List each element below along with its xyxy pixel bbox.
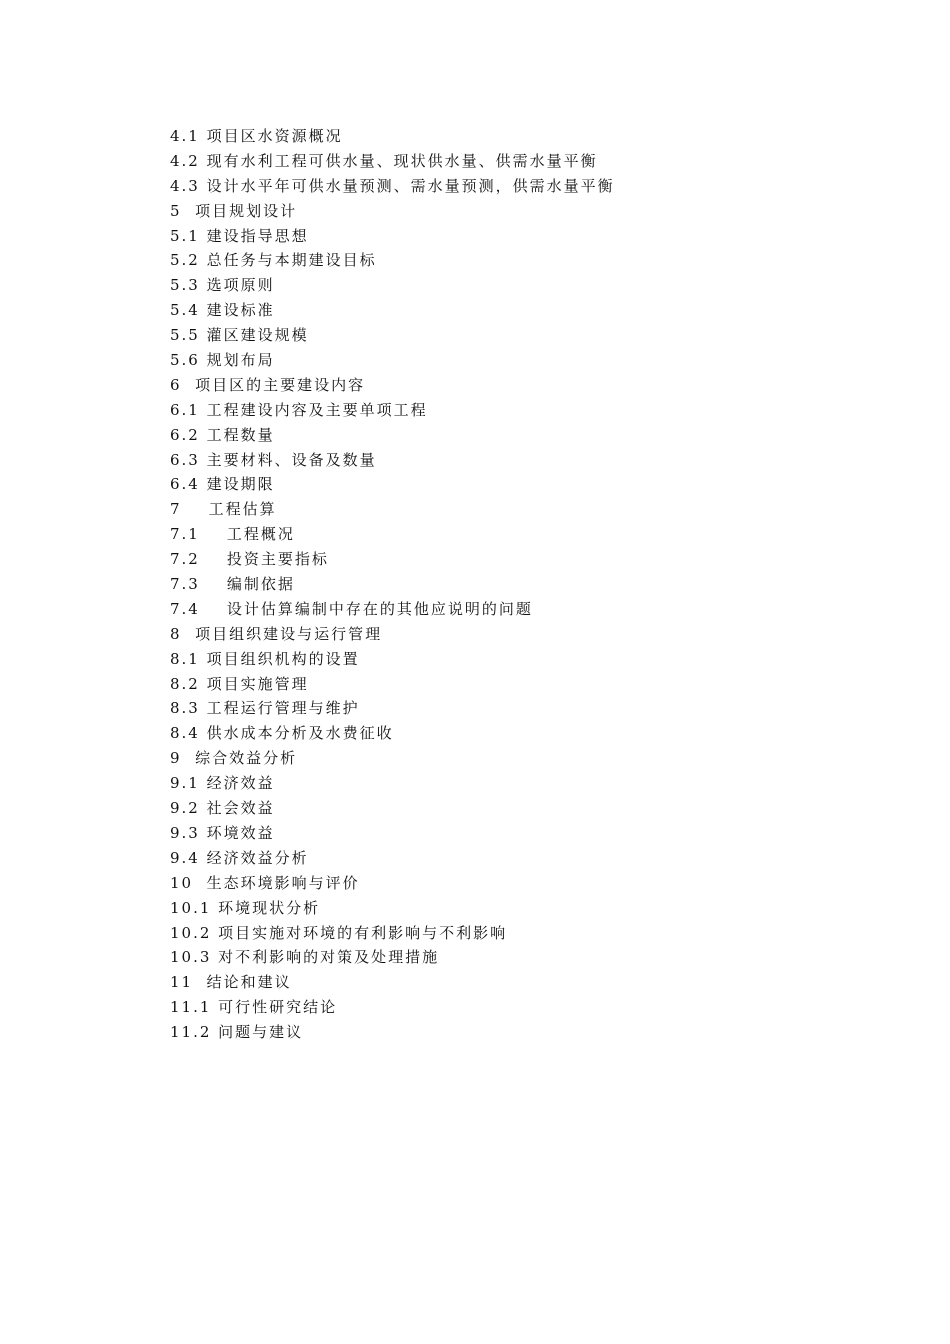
toc-entry-7-4: 7.4 设计估算编制中存在的其他应说明的问题 xyxy=(170,599,533,618)
toc-entry-8-1: 8.1 项目组织机构的设置 xyxy=(170,649,360,668)
toc-entry-10-3: 10.3 对不利影响的对策及处理措施 xyxy=(170,948,440,967)
toc-entry-6-3: 6.3 主要材料、设备及数量 xyxy=(170,450,377,469)
toc-entry-9-2: 9.2 社会效益 xyxy=(170,799,275,818)
toc-entry-7-1: 7.1 工程概况 xyxy=(170,525,295,544)
toc-entry-6-4: 6.4 建设期限 xyxy=(170,475,275,494)
toc-entry-4-3: 4.3 设计水平年可供水量预测、需水量预测，供需水量平衡 xyxy=(170,176,615,195)
toc-entry-11-2: 11.2 问题与建议 xyxy=(170,1023,304,1042)
toc-entry-9: 9 综合效益分析 xyxy=(170,749,298,768)
toc-entry-5-3: 5.3 选项原则 xyxy=(170,276,275,295)
toc-entry-10-2: 10.2 项目实施对环境的有利影响与不利影响 xyxy=(170,923,508,942)
toc-entry-5-2: 5.2 总任务与本期建设目标 xyxy=(170,251,377,270)
toc-entry-6: 6 项目区的主要建设内容 xyxy=(170,375,366,394)
toc-entry-4-2: 4.2 现有水利工程可供水量、现状供水量、供需水量平衡 xyxy=(170,151,598,170)
toc-entry-6-1: 6.1 工程建设内容及主要单项工程 xyxy=(170,400,428,419)
toc-entry-8-4: 8.4 供水成本分析及水费征收 xyxy=(170,724,394,743)
toc-entry-5-6: 5.6 规划布局 xyxy=(170,351,275,370)
table-of-contents xyxy=(170,124,870,1045)
toc-entry-8-2: 8.2 项目实施管理 xyxy=(170,674,309,693)
toc-entry-11: 11 结论和建议 xyxy=(170,973,292,992)
toc-entry-5-4: 5.4 建设标准 xyxy=(170,301,275,320)
toc-entry-8-3: 8.3 工程运行管理与维护 xyxy=(170,699,360,718)
toc-entry-4-1: 4.1 项目区水资源概况 xyxy=(170,127,343,145)
toc-entry-5: 5 项目规划设计 xyxy=(170,201,298,220)
toc-entry-7-3: 7.3 编制依据 xyxy=(170,575,295,594)
toc-entry-9-3: 9.3 环境效益 xyxy=(170,823,275,842)
toc-entry-7: 7 工程估算 xyxy=(170,500,277,519)
toc-entry-7-2: 7.2 投资主要指标 xyxy=(170,550,329,569)
toc-entry-9-4: 9.4 经济效益分析 xyxy=(170,848,309,867)
toc-entry-8: 8 项目组织建设与运行管理 xyxy=(170,624,383,643)
toc-entry-5-5: 5.5 灌区建设规模 xyxy=(170,326,309,345)
toc-entry-6-2: 6.2 工程数量 xyxy=(170,425,275,444)
toc-entry-11-1: 11.1 可行性研究结论 xyxy=(170,998,338,1017)
toc-entry-9-1: 9.1 经济效益 xyxy=(170,774,275,793)
toc-entry-5-1: 5.1 建设指导思想 xyxy=(170,226,309,245)
toc-entry-10-1: 10.1 环境现状分析 xyxy=(170,898,321,917)
toc-entry-10: 10 生态环境影响与评价 xyxy=(170,873,360,892)
